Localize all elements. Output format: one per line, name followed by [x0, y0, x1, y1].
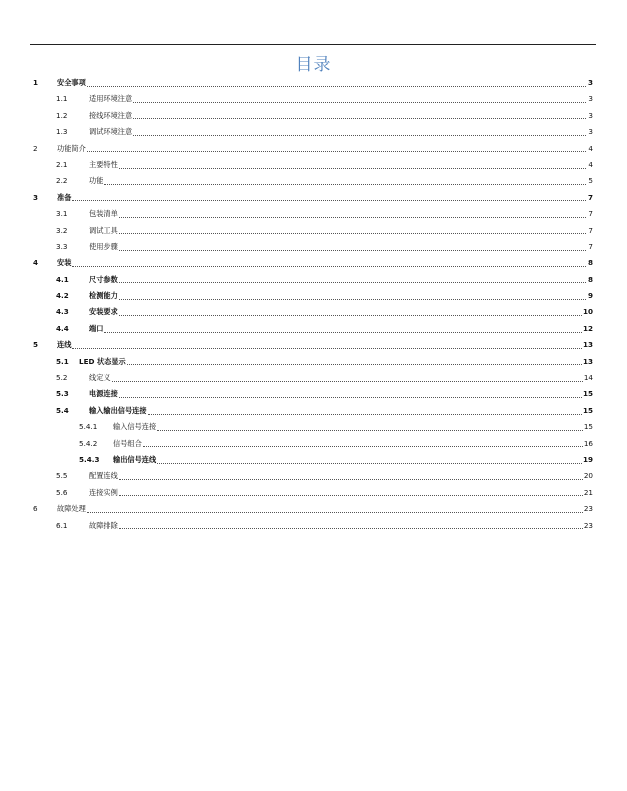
toc-entry-number: 5.1: [56, 356, 69, 366]
toc-entry[interactable]: [33, 452, 593, 468]
toc-entry-page: 19: [582, 454, 593, 464]
toc-entry-label: 安装要求: [89, 307, 118, 317]
toc-entry[interactable]: [33, 141, 593, 157]
toc-leader-dots: [133, 135, 586, 136]
toc-entry-page: 3: [587, 78, 593, 87]
toc-entry[interactable]: [33, 403, 593, 419]
toc-entry-number: 5.4: [56, 405, 69, 415]
toc-leader-dots: [119, 315, 582, 316]
toc-entry[interactable]: [33, 272, 593, 288]
toc-entry-number: 1.1: [56, 94, 68, 104]
toc-entry-page: 7: [588, 225, 593, 235]
toc-entry[interactable]: [33, 75, 593, 91]
toc-entry-label: 安全事项: [57, 78, 86, 87]
toc-leader-dots: [119, 250, 586, 251]
toc-entry-number: 1.3: [56, 127, 68, 137]
toc-entry-page: 9: [587, 291, 593, 301]
toc-entry-number: 4.1: [56, 274, 69, 284]
toc-entry-page: 4: [588, 143, 593, 153]
toc-entry-label: 安装: [57, 258, 72, 268]
header-rule: [30, 44, 596, 45]
toc-entry-label: 故障处理: [57, 504, 86, 514]
toc-entry-number: 1.2: [56, 110, 68, 120]
toc-entry-label: 端口: [89, 323, 104, 333]
toc-entry-number: 6.1: [56, 520, 68, 530]
toc-leader-dots: [157, 463, 582, 464]
toc-entry-page: 5: [588, 176, 593, 186]
toc-entry[interactable]: [33, 124, 593, 140]
toc-entry-page: 12: [582, 323, 593, 333]
toc-entry-page: 20: [583, 471, 593, 481]
toc-entry-label: 连线: [57, 340, 72, 350]
toc-leader-dots: [72, 200, 586, 201]
toc-leader-dots: [119, 528, 583, 529]
toc-entry-page: 3: [588, 127, 593, 137]
toc-entry-label: 线定义: [89, 373, 111, 383]
toc-entry-page: 13: [582, 356, 593, 366]
toc-leader-dots: [157, 430, 583, 431]
toc-entry-page: 23: [583, 504, 593, 514]
toc-leader-dots: [133, 118, 586, 119]
toc-leader-dots: [87, 512, 583, 513]
toc-entry-label: 检测能力: [89, 291, 118, 301]
toc-entry[interactable]: [33, 485, 593, 501]
toc-entry-label: 输入输出信号连接: [89, 405, 147, 415]
toc-entry-label: 连接实例: [89, 487, 118, 497]
toc-leader-dots: [112, 381, 583, 382]
toc-entry-number: 4.4: [56, 323, 69, 333]
toc-entry-label: 使用步骤: [89, 241, 118, 251]
toc-entry[interactable]: [33, 255, 593, 271]
toc-leader-dots: [87, 151, 586, 152]
toc-entry[interactable]: [33, 386, 593, 402]
toc-entry-label: 主要特性: [89, 159, 118, 169]
toc-leader-dots: [119, 168, 586, 169]
toc-entry[interactable]: [33, 108, 593, 124]
toc-entry-number: 4.3: [56, 307, 69, 317]
toc-leader-dots: [127, 364, 582, 365]
table-of-contents: [33, 75, 593, 534]
toc-entry-label: 功能简介: [57, 143, 86, 153]
toc-entry[interactable]: [33, 190, 593, 206]
toc-entry-number: 3: [33, 192, 39, 202]
toc-entry-page: 13: [582, 340, 593, 350]
toc-entry-number: 6: [33, 504, 38, 514]
toc-entry-number: 2: [33, 143, 38, 153]
toc-entry-label: 功能: [89, 176, 104, 186]
toc-leader-dots: [119, 299, 586, 300]
toc-entry[interactable]: [33, 223, 593, 239]
toc-entry-label: 适用环境注意: [89, 94, 133, 104]
toc-entry[interactable]: [33, 206, 593, 222]
toc-leader-dots: [104, 332, 582, 333]
toc-entry-label: 输出信号连线: [113, 454, 157, 464]
toc-entry-number: 3.2: [56, 225, 68, 235]
toc-entry-page: 3: [588, 94, 593, 104]
toc-entry-page: 7: [588, 209, 593, 219]
toc-entry[interactable]: [33, 419, 593, 435]
toc-entry[interactable]: [33, 337, 593, 353]
toc-entry-page: 10: [582, 307, 593, 317]
toc-leader-dots: [87, 86, 586, 87]
toc-entry-page: 8: [587, 258, 593, 268]
toc-entry-page: 3: [588, 110, 593, 120]
toc-entry-label: 接线环境注意: [89, 110, 133, 120]
toc-title: 目录: [295, 55, 332, 75]
toc-entry-label: 信号组合: [113, 438, 142, 448]
toc-entry[interactable]: [33, 436, 593, 452]
toc-leader-dots: [119, 217, 586, 218]
toc-entry-label: 配置连线: [89, 471, 118, 481]
toc-entry-number: 4.2: [56, 291, 69, 301]
toc-entry-page: 15: [583, 422, 593, 432]
toc-entry[interactable]: [33, 288, 593, 304]
toc-entry-label: LED 状态显示: [79, 356, 126, 366]
toc-leader-dots: [119, 233, 586, 234]
toc-entry[interactable]: [33, 304, 593, 320]
toc-entry-number: 5.3: [56, 389, 69, 399]
toc-entry-page: 23: [583, 520, 593, 530]
toc-entry[interactable]: [33, 354, 593, 370]
toc-entry-label: 调试环境注意: [89, 127, 133, 137]
toc-entry-page: 14: [583, 373, 593, 383]
toc-entry-page: 15: [582, 389, 593, 399]
toc-leader-dots: [119, 495, 583, 496]
toc-entry[interactable]: [33, 157, 593, 173]
toc-leader-dots: [148, 414, 582, 415]
toc-entry[interactable]: [33, 468, 593, 484]
toc-entry-label: 尺寸参数: [89, 274, 118, 284]
toc-entry-number: 3.1: [56, 209, 68, 219]
toc-entry-label: 输入信号连接: [113, 422, 157, 432]
toc-entry-number: 5.4.3: [79, 454, 100, 464]
toc-entry-label: 包装清单: [89, 209, 118, 219]
toc-entry-page: 7: [588, 241, 593, 251]
toc-leader-dots: [72, 266, 586, 267]
toc-leader-dots: [72, 348, 582, 349]
toc-entry-number: 4: [33, 258, 39, 268]
toc-entry-number: 5.2: [56, 373, 68, 383]
toc-entry-number: 2.1: [56, 159, 68, 169]
toc-entry-number: 5: [33, 340, 39, 350]
toc-entry[interactable]: [33, 173, 593, 189]
toc-entry-number: 5.5: [56, 471, 68, 481]
toc-entry-page: 4: [588, 159, 593, 169]
toc-entry-page: 21: [583, 487, 593, 497]
toc-leader-dots: [143, 446, 583, 447]
toc-entry-page: 16: [583, 438, 593, 448]
toc-entry-number: 5.4.1: [79, 422, 98, 432]
toc-entry-page: 15: [582, 405, 593, 415]
toc-leader-dots: [119, 397, 582, 398]
toc-leader-dots: [119, 479, 583, 480]
toc-entry[interactable]: [33, 321, 593, 337]
toc-entry-label: 调试工具: [89, 225, 118, 235]
toc-entry[interactable]: [33, 91, 593, 107]
toc-entry-number: 2.2: [56, 176, 68, 186]
toc-entry[interactable]: [33, 518, 593, 534]
toc-entry[interactable]: [33, 239, 593, 255]
toc-entry-number: 3.3: [56, 241, 68, 251]
toc-entry-label: 故障排除: [89, 520, 118, 530]
toc-entry-number: 1: [33, 77, 39, 87]
toc-entry-page: 8: [587, 274, 593, 284]
toc-entry-page: 7: [587, 192, 593, 202]
toc-entry-label: 准备: [57, 192, 72, 202]
toc-leader-dots: [133, 102, 586, 103]
toc-leader-dots: [104, 184, 586, 185]
toc-entry[interactable]: [33, 501, 593, 517]
toc-entry-label: 电源连接: [89, 389, 118, 399]
toc-entry-number: 5.4.2: [79, 438, 98, 448]
toc-entry[interactable]: [33, 370, 593, 386]
toc-leader-dots: [119, 282, 586, 283]
toc-entry-number: 5.6: [56, 487, 68, 497]
